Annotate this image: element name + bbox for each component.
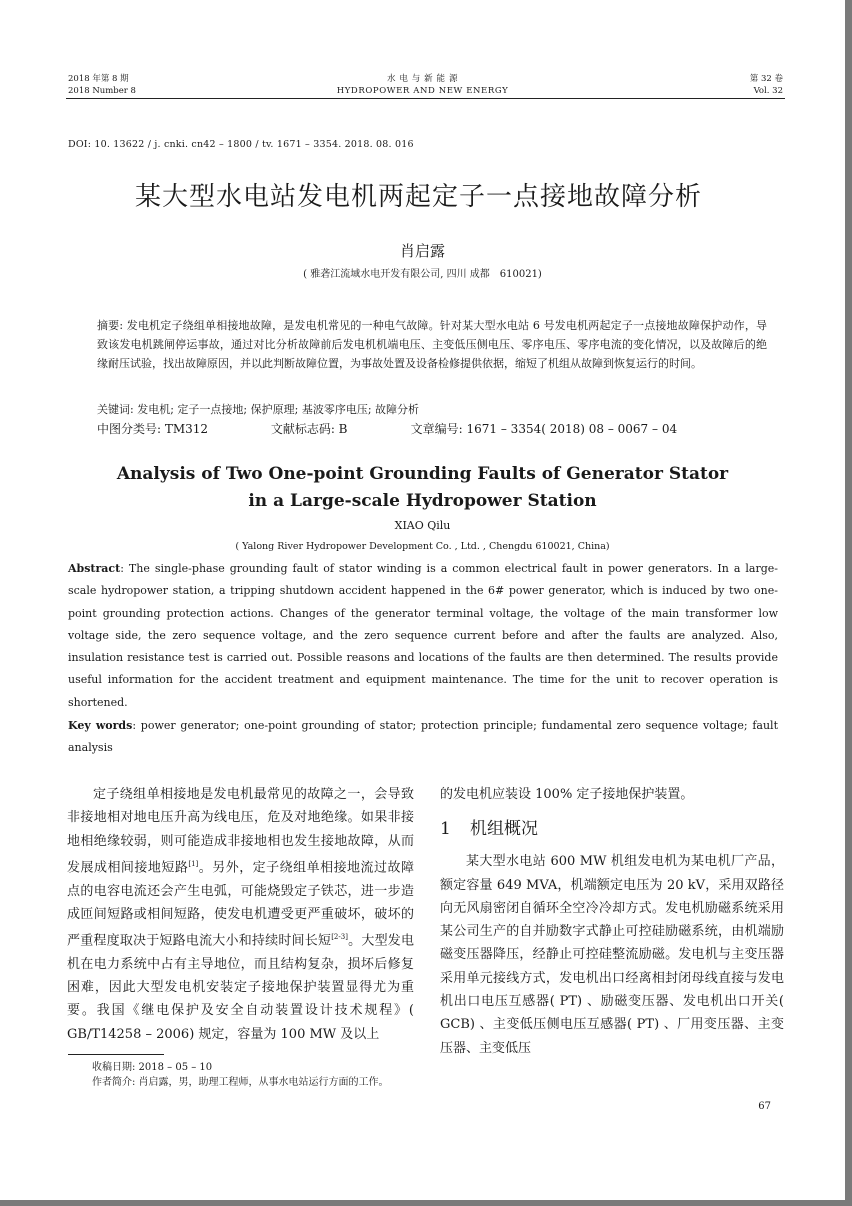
- en-abstract-text: : The single-phase grounding fault of stator winding is a common electrical fault in power generators. In a large-scale hydropower station, a tripping shutdown accident happened in the 6# power generator, which is induced by two one-point grounding protection actions. Changes of the generator terminal voltage, the voltage of the main transformer low voltage side, the zero sequence voltage, and the zero sequence current before and after the faults are analyzed. Also, insulation resistance test is carried out. Possible reasons and locations of the faults are then determined. The results provide useful information for the accident treatment and equipment maintenance. The time for the unit to recover operation is shortened.: [68, 562, 778, 709]
- cn-affiliation: ( 雅砻江流域水电开发有限公司, 四川 成都 610021): [303, 269, 542, 280]
- section-number: 1: [440, 819, 451, 840]
- en-title-line1: Analysis of Two One-point Grounding Faults of Generator Stator: [116, 464, 729, 484]
- en-keywords: [68, 715, 778, 760]
- cn-abstract-label: 摘要:: [97, 319, 124, 332]
- en-title-line2: in a Large-scale Hydropower Station: [248, 491, 597, 511]
- author-bio: 作者简介: 肖启露，男，助理工程师，从事水电站运行方面的工作。: [92, 1077, 389, 1088]
- en-abstract-label: Abstract: [68, 562, 121, 575]
- journal-name: [0, 73, 845, 97]
- page-number: 67: [758, 1101, 771, 1112]
- en-keywords-label: Key words: [68, 719, 133, 732]
- cn-keywords-label: 关键词:: [97, 403, 134, 416]
- intro-text-2: 。另外，定子绕组单相接地流过故障点的电容电流还会产生电弧，可能烧毁定子铁芯，进一步造成匝间短路或相间短路，使发电机遭受更严重破坏，破坏的严重程度取决于短路电流大小和持续时间长短: [67, 860, 414, 949]
- en-keywords-text: : power generator; one-point grounding of stator; protection principle; fundamental zero sequence voltage; fault analysis: [68, 719, 778, 755]
- en-author: XIAO Qilu: [394, 519, 451, 532]
- intro-continuation: 的发电机应装设 100% 定子接地保护装置。: [440, 787, 694, 802]
- classification-line: [97, 420, 767, 439]
- cn-abstract-text: 发电机定子绕组单相接地故障，是发电机常见的一种电气故障。针对某大型水电站 6 号发电机两起定子一点接地故障保护动作，导致该发电机跳闸停运事故，通过对比分析故障前后发电机机端电压、主变低压侧电压、零序电压、零序电流的变化情况，以及故障后的绝缘耐压试验，找出故障原因，并以此判断故障位置，为事故处置及设备检修提供依据，缩短了机组从故障到恢复运行的时间。: [97, 319, 767, 370]
- journal-name-en: HYDROPOWER AND NEW ENERGY: [336, 86, 509, 96]
- en-abstract: [68, 558, 778, 714]
- footnote-rule: [68, 1054, 164, 1055]
- volume-cn: 第 32 卷: [749, 74, 783, 84]
- intro-text-3: 。大型发电机在电力系统中占有主导地位，而且结构复杂，损坏后修复困难，因此大型发电机安装定子接地保护装置显得尤为重要。我国《继电保护及安全自动装置设计技术规程》( GB/T14258 – 2006) 规定，容量为 100 MW 及以上: [67, 933, 414, 1042]
- unit-overview-paragraph: 某大型水电站 600 MW 机组发电机为某电机厂产品，额定容量 649 MVA，机端额定电压为 20 kV，采用双路径向无风扇密闭自循环全空冷冷却方式。发电机励磁系统采用某公司生产的自并励数字式静止可控硅励磁系统，由机端励磁变压器降压，经静止可控硅整流励磁。发电机与主变压器采用单元接线方式，发电机出口经离相封闭母线直接与发电机出口电压互感器( PT) 、励磁变压器、发电机出口开关( GCB) 、主变低压侧电压互感器( PT) 、厂用变压器、主变压器、主变低压: [440, 854, 784, 1056]
- cn-keywords: [97, 400, 767, 419]
- body-column-right: [440, 783, 784, 1060]
- citation-2: [2-3]: [331, 933, 348, 942]
- volume-info: [750, 73, 783, 97]
- clc-number: 中图分类号: TM312: [97, 422, 209, 436]
- en-title: [0, 461, 845, 515]
- section-title: 机组概况: [470, 819, 538, 840]
- article-number: 文章编号: 1671 – 3354( 2018) 08 – 0067 – 04: [410, 422, 678, 436]
- received-date: 收稿日期: 2018 – 05 – 10: [92, 1062, 213, 1073]
- issue-cn: 2018 年第 8 期: [68, 74, 129, 84]
- citation-1: [1]: [188, 859, 199, 868]
- volume-en: Vol. 32: [753, 86, 783, 96]
- intro-text-1: 定子绕组单相接地是发电机最常见的故障之一，会导致非接地相对地电压升高为线电压，危及对地绝缘。如果非接地相绝缘较弱，则可能造成非接地相也发生接地故障，从而发展成相间接地短路: [67, 787, 414, 876]
- cn-title: 某大型水电站发电机两起定子一点接地故障分析: [134, 182, 702, 212]
- intro-paragraph: [67, 783, 414, 1046]
- cn-abstract: [97, 316, 767, 373]
- en-affiliation: ( Yalong River Hydropower Development Co. , Ltd. , Chengdu 610021, China): [235, 541, 610, 552]
- doi: DOI: 10. 13622 / j. cnki. cn42 – 1800 / tv. 1671 – 3354. 2018. 08. 016: [68, 139, 414, 150]
- issue-en: 2018 Number 8: [68, 86, 136, 96]
- header-rule: [66, 98, 785, 99]
- journal-name-cn: 水 电 与 新 能 源: [386, 74, 459, 84]
- doc-code: 文献标志码: B: [270, 422, 348, 436]
- cn-keywords-text: 发电机; 定子一点接地; 保护原理; 基波零序电压; 故障分析: [137, 403, 420, 416]
- body-column-left: [67, 783, 414, 1046]
- section-heading: [440, 817, 784, 841]
- cn-author: 肖启露: [399, 242, 445, 260]
